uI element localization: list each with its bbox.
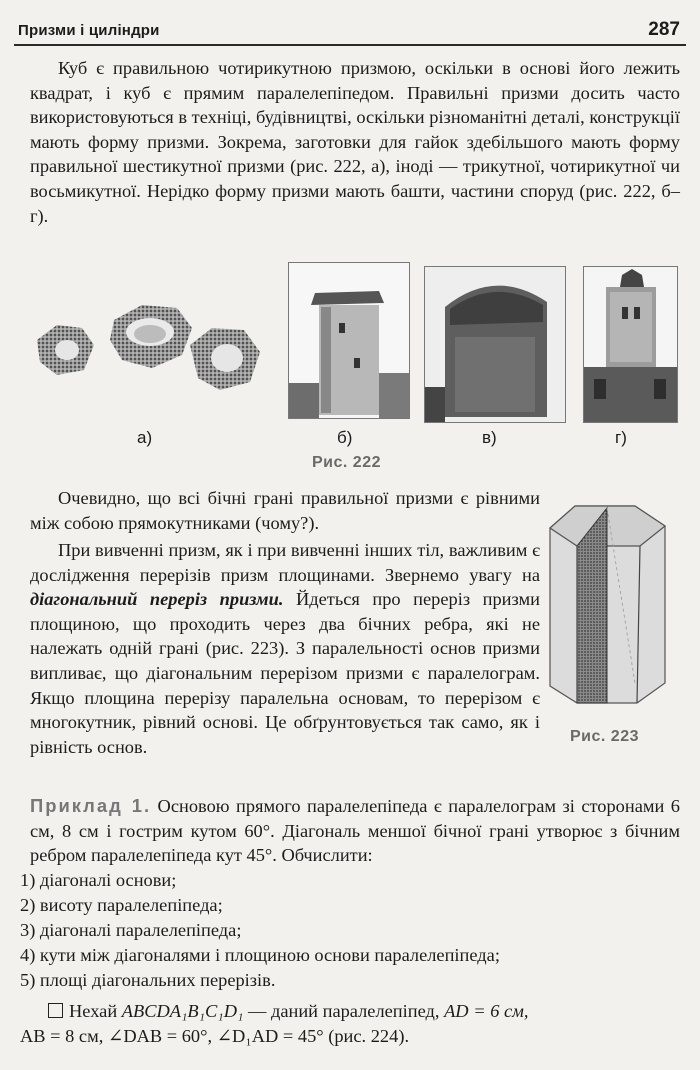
solution-prefix: Нехай	[69, 1001, 122, 1021]
figure-222-label-c: в)	[482, 428, 497, 447]
p2-text-b: Йдеться про переріз призми площиною, що проходить через два бічних ребра, які не належать одній грані (рис. 223). З паралельності основ призми випливає, що діагональним перерізом призми є паралелограм. Якщо площина перерізу паралельна основам, то перерізом є многокутник, рівний основі. Це обґрунтовується так само, як і рівність основ.	[30, 589, 541, 757]
nut-left	[37, 325, 94, 375]
page-number: 287	[648, 19, 680, 40]
p2-text-a: При вивченні призм, як і при вивченні інших тіл, важливим є дослідження перерізів призм площинами. Звернемо увагу на	[30, 540, 540, 585]
example-statement	[30, 794, 680, 868]
solution-line-1	[48, 999, 678, 1024]
running-title: Призми і циліндри	[18, 22, 160, 39]
solution-ad: AD = 6 см,	[444, 1001, 529, 1021]
figure-222-label-b: б)	[337, 428, 353, 447]
example-item-1: 1) діагоналі основи;	[20, 870, 177, 890]
figure-222b-tower	[288, 262, 410, 419]
solution-line-2: AB = 8 см, ∠DAB = 60°, ∠D₁AD = 45° (рис. 224).	[20, 1026, 410, 1046]
figure-223-caption: Рис. 223	[570, 728, 639, 745]
figure-222-label-a: а)	[137, 428, 153, 447]
solution-start-square-icon	[48, 1003, 63, 1018]
term-diagonal-section: діагональний переріз призми.	[30, 589, 284, 610]
figure-222-label-d: г)	[615, 428, 627, 447]
figure-222d-tower	[583, 266, 678, 423]
figure-222c-tower	[424, 266, 566, 423]
page-header	[14, 10, 686, 46]
example-label: Приклад 1.	[30, 795, 152, 816]
intro-paragraph: Куб є правильною чотирикутною призмою, оскільки в основі його лежить квадрат, і куб є прямим паралелепіпедом. Правильні призми досить часто використовуються в техніці, будівництві, оскільки різноманітні деталі, конструкції мають форму призми. Зокрема, заготовки для гайок здебільшого мають форму правильної шестикутної призми (рис. 222, а), іноді — трикутної, чотирикутної чи восьмикутної. Нерідко форму призми мають башти, частини споруд (рис. 222, б–г).	[30, 58, 680, 226]
nut-right	[190, 328, 260, 390]
example-item-3: 3) діагоналі паралелепіпеда;	[20, 920, 242, 940]
example-text: Основою прямого паралелепіпеда є паралелограм зі сторонами 6 см, 8 см і гострим кутом 60°. Діагональ меншої бічної грані утворює з бічним ребром паралелепіпеда кут 45°. Обчислити:	[30, 796, 681, 866]
solution-suffix: — даний паралелепіпед,	[243, 1001, 445, 1021]
example-item-4: 4) кути між діагоналями і площиною основи паралелепіпеда;	[20, 945, 500, 965]
solution-parallelepiped: ABCDA₁B₁C₁D₁	[121, 1001, 244, 1021]
section-paragraph-2	[30, 538, 540, 759]
figure-222-caption: Рис. 222	[312, 454, 381, 471]
figure-223-prism	[545, 498, 680, 708]
figure-222a-nuts	[22, 290, 272, 410]
nut-middle	[110, 305, 192, 368]
section-paragraph-1: Очевидно, що всі бічні грані правильної призми є рівними між собою прямокутниками (чому?).	[30, 488, 540, 533]
example-item-2: 2) висоту паралелепіпеда;	[20, 895, 223, 915]
example-item-5: 5) площі діагональних перерізів.	[20, 970, 276, 990]
